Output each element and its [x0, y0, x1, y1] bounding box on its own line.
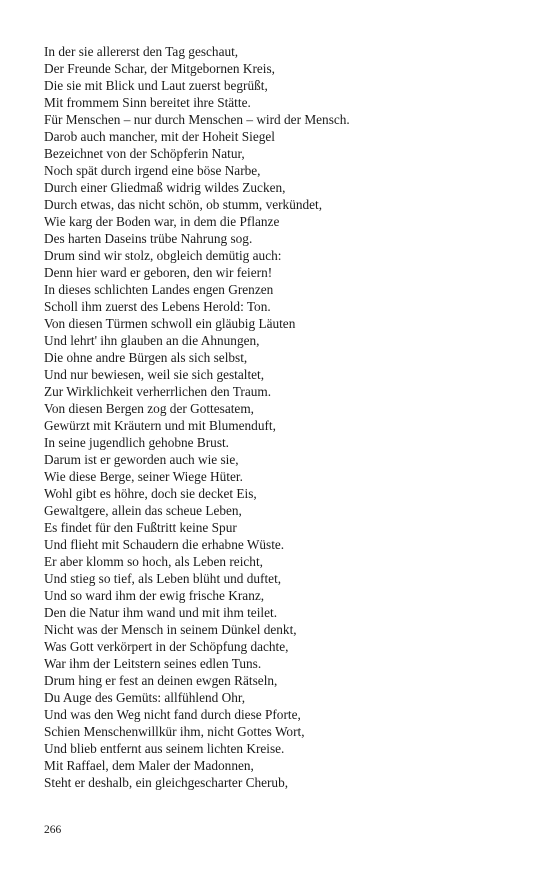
- poem-line: Bezeichnet von der Schöpferin Natur,: [44, 146, 245, 161]
- poem-line: In dieses schlichten Landes engen Grenzen: [44, 282, 274, 297]
- poem-line: Scholl ihm zuerst des Lebens Herold: Ton.: [44, 299, 271, 314]
- poem-line: Schien Menschenwillkür ihm, nicht Gottes Wort,: [44, 724, 305, 739]
- poem-line: Mit Raffael, dem Maler der Madonnen,: [44, 758, 254, 773]
- poem-line: Die ohne andre Bürgen als sich selbst,: [44, 350, 248, 365]
- poem-line: Was Gott verkörpert in der Schöpfung dachte,: [44, 639, 289, 654]
- poem-line: Noch spät durch irgend eine böse Narbe,: [44, 163, 261, 178]
- poem-line: Die sie mit Blick und Laut zuerst begrüßt,: [44, 78, 268, 93]
- poem-line: Von diesen Bergen zog der Gottesatem,: [44, 401, 254, 416]
- poem-line: In seine jugendlich gehobne Brust.: [44, 435, 230, 450]
- poem-line: Steht er deshalb, ein gleichgescharter Cherub,: [44, 775, 289, 790]
- poem-line: Darob auch mancher, mit der Hoheit Siegel: [44, 129, 275, 144]
- poem-line: Gewaltgere, allein das scheue Leben,: [44, 503, 242, 518]
- poem-line: War ihm der Leitstern seines edlen Tuns.: [44, 656, 262, 671]
- poem-line: Darum ist er geworden auch wie sie,: [44, 452, 239, 467]
- poem-line: Wie diese Berge, seiner Wiege Hüter.: [44, 469, 243, 484]
- poem-line: Für Menschen – nur durch Menschen – wird der Mensch.: [44, 112, 350, 127]
- poem-line: Mit frommem Sinn bereitet ihre Stätte.: [44, 95, 251, 110]
- poem-line: Denn hier ward er geboren, den wir feiern!: [44, 265, 273, 280]
- poem-line: Zur Wirklichkeit verherrlichen den Traum.: [44, 384, 272, 399]
- poem-text-block: [44, 43, 524, 791]
- poem-line: Nicht was der Mensch in seinem Dünkel denkt,: [44, 622, 297, 637]
- poem-line: Und blieb entfernt aus seinem lichten Kreise.: [44, 741, 285, 756]
- poem-line: Und flieht mit Schaudern die erhabne Wüste.: [44, 537, 285, 552]
- poem-line: Der Freunde Schar, der Mitgebornen Kreis,: [44, 61, 275, 76]
- poem-line: Gewürzt mit Kräutern und mit Blumenduft,: [44, 418, 276, 433]
- poem-line: Und lehrt' ihn glauben an die Ahnungen,: [44, 333, 260, 348]
- poem-line: Wie karg der Boden war, in dem die Pflanze: [44, 214, 280, 229]
- poem-line: Den die Natur ihm wand und mit ihm teilet.: [44, 605, 278, 620]
- poem-line: Durch einer Gliedmaß widrig wildes Zucken,: [44, 180, 286, 195]
- poem-line: Drum hing er fest an deinen ewgen Rätseln,: [44, 673, 278, 688]
- poem-line: Des harten Daseins trübe Nahrung sog.: [44, 231, 253, 246]
- poem-line: In der sie allererst den Tag geschaut,: [44, 44, 239, 59]
- poem-line: Und nur bewiesen, weil sie sich gestaltet,: [44, 367, 265, 382]
- poem-line: Und was den Weg nicht fand durch diese Pforte,: [44, 707, 301, 722]
- poem-line: Von diesen Türmen schwoll ein gläubig Läuten: [44, 316, 296, 331]
- poem-line: Er aber klomm so hoch, als Leben reicht,: [44, 554, 263, 569]
- poem-line: Durch etwas, das nicht schön, ob stumm, verkündet,: [44, 197, 323, 212]
- poem-line: Wohl gibt es höhre, doch sie decket Eis,: [44, 486, 257, 501]
- poem-line: Du Auge des Gemüts: allfühlend Ohr,: [44, 690, 246, 705]
- poem-line: Drum sind wir stolz, obgleich demütig auch:: [44, 248, 282, 263]
- page-number: 266: [44, 824, 62, 836]
- poem-line: Und stieg so tief, als Leben blüht und duftet,: [44, 571, 282, 586]
- poem-line: Es findet für den Fußtritt keine Spur: [44, 520, 237, 535]
- poem-line: Und so ward ihm der ewig frische Kranz,: [44, 588, 265, 603]
